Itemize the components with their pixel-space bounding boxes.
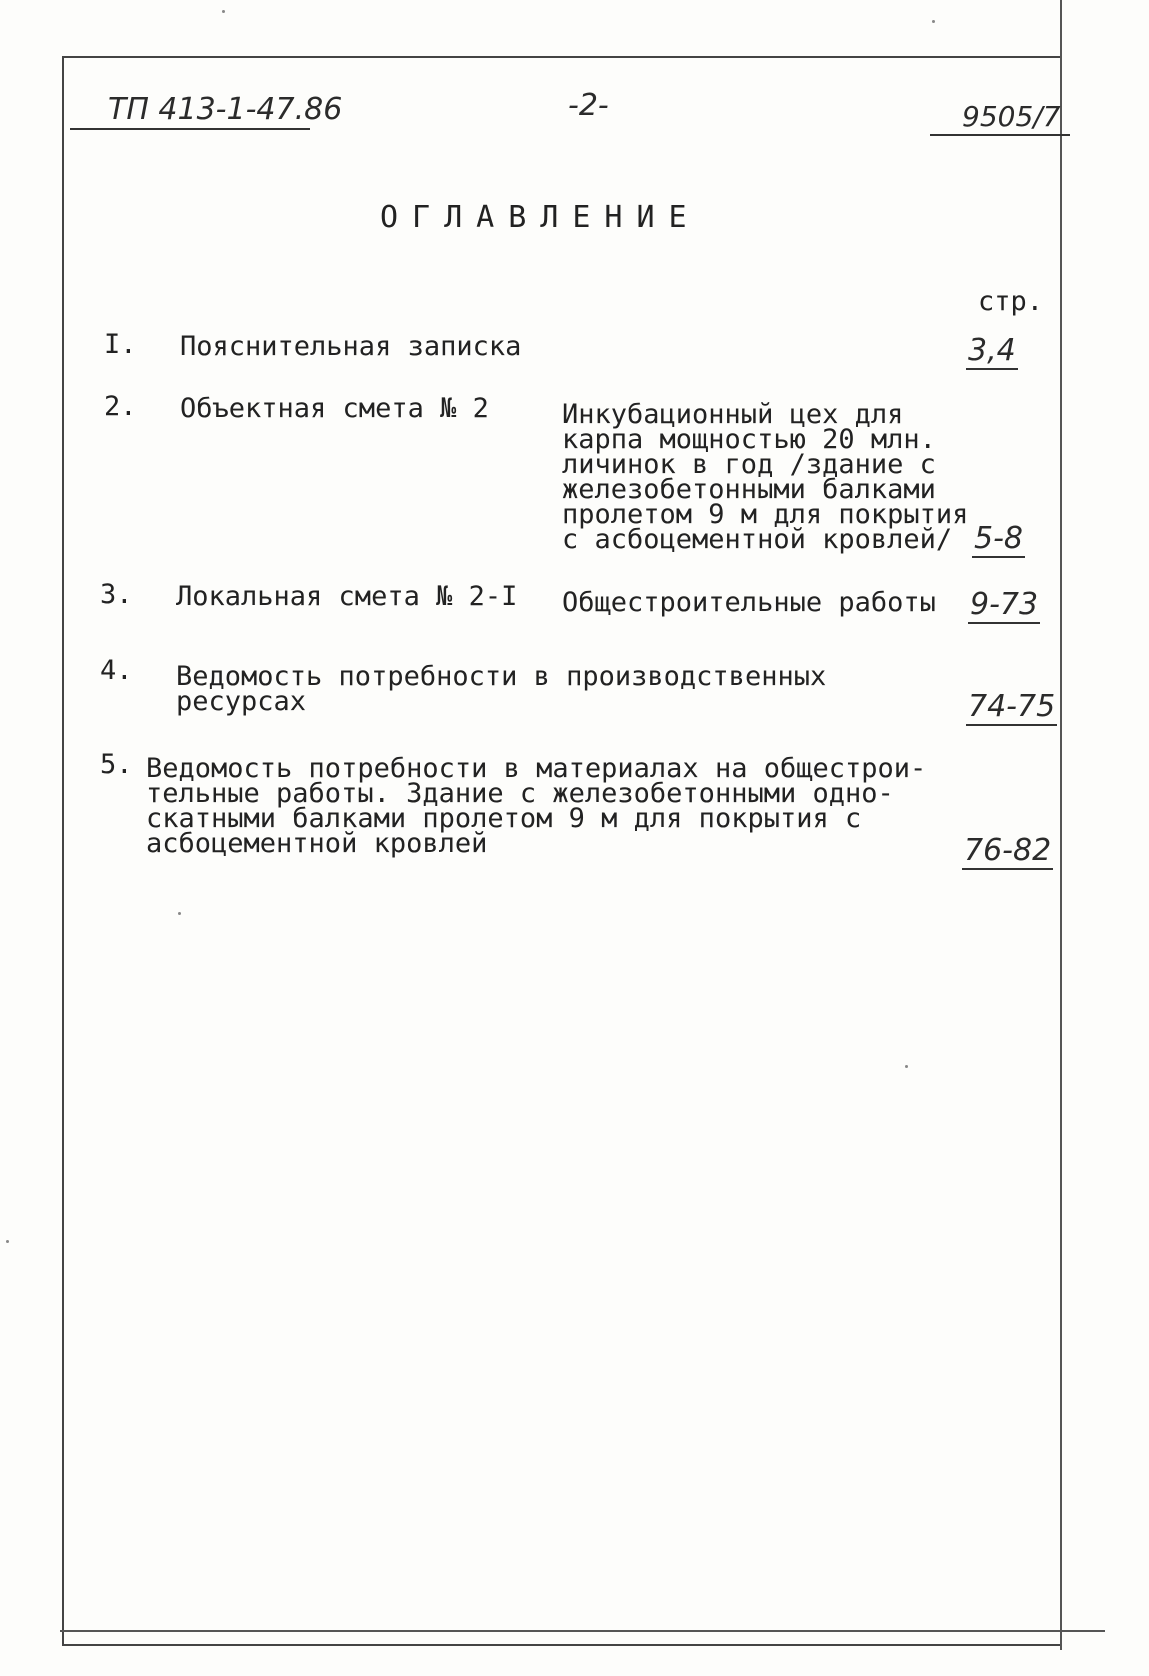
item-number: 2. (104, 391, 137, 422)
item-number: I. (104, 329, 137, 360)
item-description: Общестроительные работы (562, 587, 936, 618)
item-number: 4. (100, 655, 133, 686)
item-pages: 5-8 (974, 521, 1023, 556)
item-pages: 76-82 (964, 833, 1052, 868)
scan-speck (905, 1065, 908, 1068)
scan-speck (932, 20, 935, 23)
scan-speck (222, 10, 225, 13)
page-column-label: стр. (978, 286, 1044, 317)
document-number: 9505/7 (962, 100, 1061, 133)
frame-bottom-line (60, 1630, 1105, 1632)
page-number: -2- (568, 88, 609, 123)
item-pages: 74-75 (968, 689, 1056, 724)
item-name: Ведомость потребности в материалах на общестрои- тельные работы. Здание с железобетонными одно- скатными балками пролетом 9 м для покрытия с асбоцементной кровлей (146, 753, 927, 859)
item-name: Пояснительная записка (180, 331, 522, 362)
item-number: 3. (100, 579, 133, 610)
page-title: ОГЛАВЛЕНИЕ (380, 200, 701, 235)
item-pages: 9-73 (970, 587, 1039, 622)
scan-speck (178, 912, 181, 915)
item-number: 5. (100, 749, 133, 780)
item-name: Локальная смета № 2-I (176, 581, 518, 612)
scan-speck (6, 1240, 9, 1243)
header-underline-right (930, 134, 1070, 136)
item-pages: 3,4 (968, 333, 1016, 368)
document-code: ТП 413-1-47.86 (108, 92, 343, 127)
frame-right-line (1060, 0, 1062, 1650)
item-name: Объектная смета № 2 (180, 393, 489, 424)
header-underline-left (70, 128, 310, 130)
item-name: Ведомость потребности в производственных ресурсах (176, 661, 827, 717)
item-description: Инкубационный цех для карпа мощностью 20 млн. личинок в год /здание с железобетонными балками пролетом 9 м для покрытия с асбоцементной кровлей/ (562, 399, 969, 555)
